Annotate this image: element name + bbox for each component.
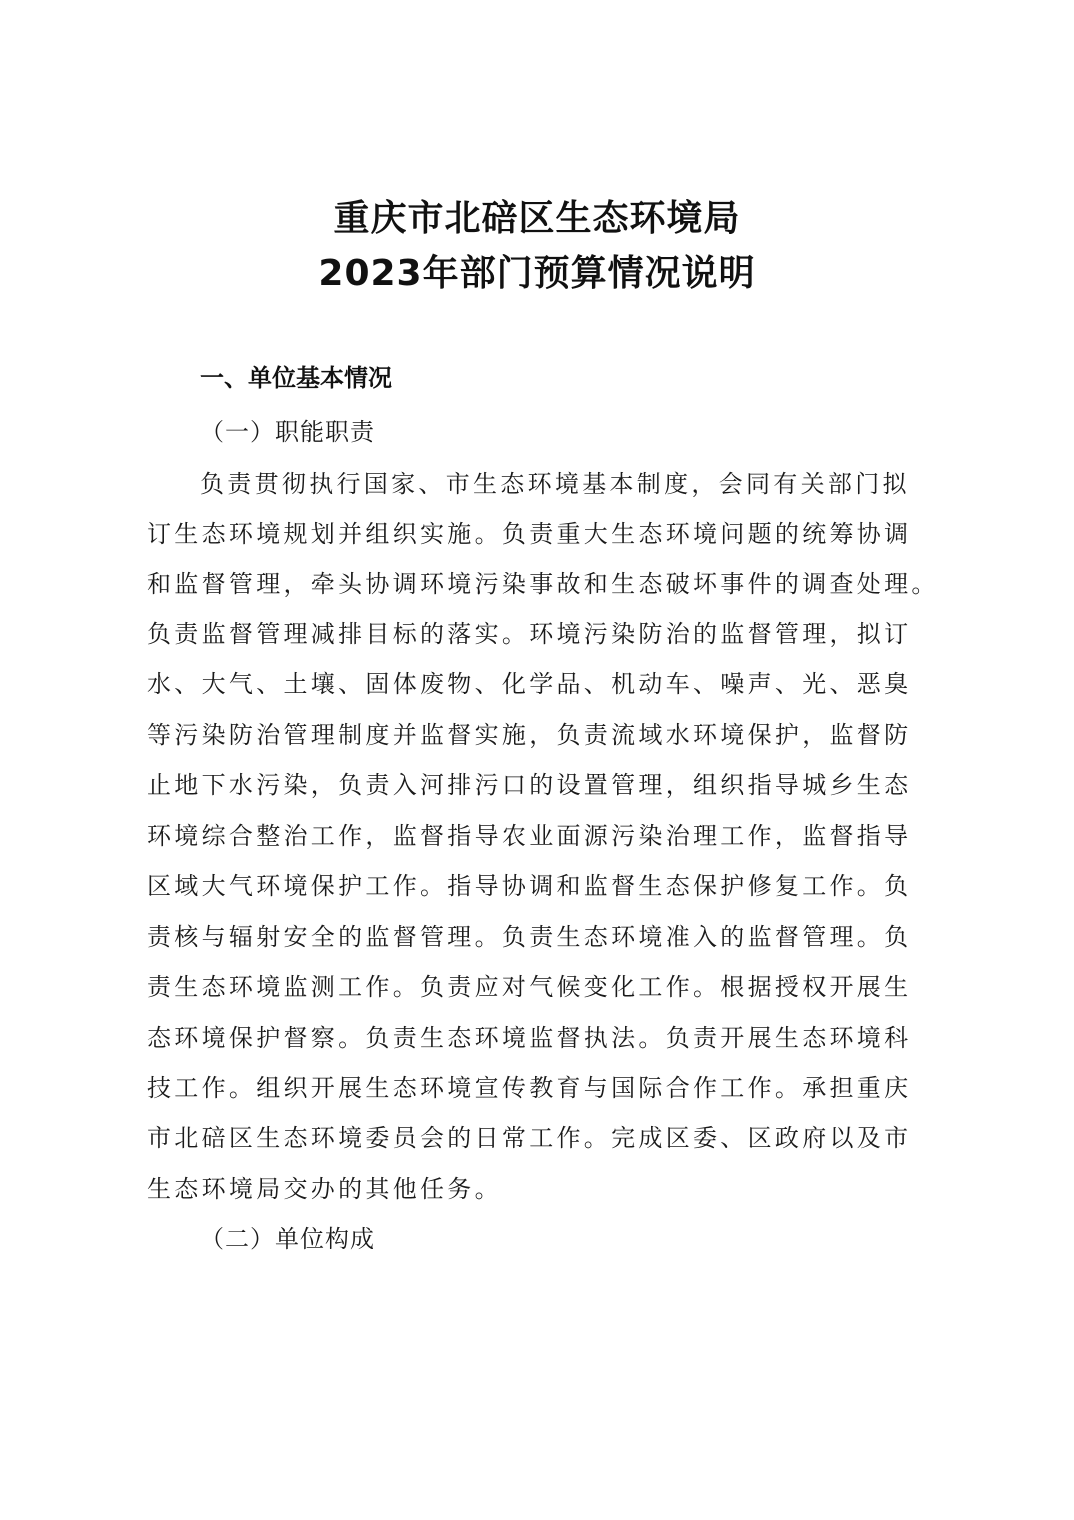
paragraph-line: 区域大气环境保护工作。指导协调和监督生态保护修复工作。负 xyxy=(147,872,912,900)
paragraph-line: 负责贯彻执行国家、市生态环境基本制度，会同有关部门拟 xyxy=(200,470,910,498)
paragraph-line: 环境综合整治工作，监督指导农业面源污染治理工作，监督指导 xyxy=(147,822,912,850)
paragraph-line: 水、大气、土壤、固体废物、化学品、机动车、噪声、光、恶臭 xyxy=(147,670,912,698)
subsection-heading-functions: （一）职能职责 xyxy=(200,418,375,446)
paragraph-line: 生态环境局交办的其他任务。 xyxy=(147,1175,502,1203)
section-heading-basic-info: 一、单位基本情况 xyxy=(200,364,392,392)
paragraph-line: 责生态环境监测工作。负责应对气候变化工作。根据授权开展生 xyxy=(147,973,912,1001)
paragraph-line: 等污染防治管理制度并监督实施，负责流域水环境保护，监督防 xyxy=(147,721,912,749)
paragraph-line: 态环境保护督察。负责生态环境监督执法。负责开展生态环境科 xyxy=(147,1024,912,1052)
paragraph-line: 技工作。组织开展生态环境宣传教育与国际合作工作。承担重庆 xyxy=(147,1074,912,1102)
paragraph-line: 责核与辐射安全的监督管理。负责生态环境准入的监督管理。负 xyxy=(147,923,912,951)
paragraph-line: 和监督管理，牵头协调环境污染事故和生态破坏事件的调查处理。 xyxy=(147,570,939,598)
document-title-line2: 2023年部门预算情况说明 xyxy=(318,253,756,294)
subsection-heading-composition: （二）单位构成 xyxy=(200,1225,375,1253)
document-title-line1: 重庆市北碚区生态环境局 xyxy=(333,198,741,239)
paragraph-line: 止地下水污染，负责入河排污口的设置管理，组织指导城乡生态 xyxy=(147,771,912,799)
paragraph-line: 订生态环境规划并组织实施。负责重大生态环境问题的统筹协调 xyxy=(147,520,912,548)
paragraph-line: 负责监督管理减排目标的落实。环境污染防治的监督管理，拟订 xyxy=(147,620,912,648)
paragraph-line: 市北碚区生态环境委员会的日常工作。完成区委、区政府以及市 xyxy=(147,1124,912,1152)
